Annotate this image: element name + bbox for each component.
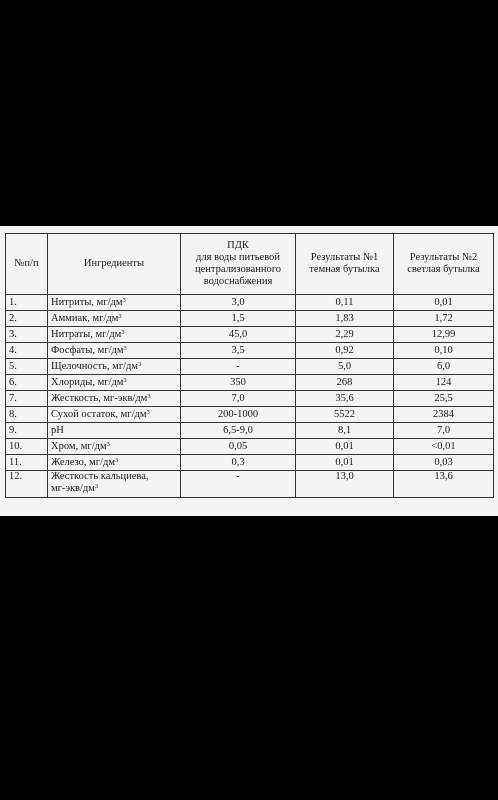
unit-superscript: 3 <box>121 328 125 336</box>
row-number: 7. <box>6 391 48 407</box>
row-result1: 5522 <box>296 407 394 423</box>
row-number: 3. <box>6 327 48 343</box>
row-pdk: 3,0 <box>181 295 296 311</box>
row-number: 5. <box>6 359 48 375</box>
row-pdk: - <box>181 359 296 375</box>
row-number: 6. <box>6 375 48 391</box>
header-num: №п/п <box>6 234 48 295</box>
water-quality-table <box>5 233 494 498</box>
unit-superscript: 3 <box>122 296 126 304</box>
row-result1: 2,29 <box>296 327 394 343</box>
header-pdk-line: водоснабжения <box>203 276 273 287</box>
row-pdk: 350 <box>181 375 296 391</box>
header-result2-line: Результаты №2 <box>409 252 478 263</box>
header-result1-line: темная бутылка <box>309 264 380 275</box>
ingredient-line: Жесткость кальциева, <box>51 471 149 482</box>
row-ingredient <box>48 439 181 455</box>
ingredient-name: Железо, мг/дм <box>51 456 116 468</box>
header-pdk <box>181 234 296 295</box>
table-header-row <box>6 234 494 295</box>
row-result2: 124 <box>394 375 494 391</box>
ingredient-name: Нитраты, мг/дм <box>51 328 122 340</box>
unit-superscript: 3 <box>115 456 119 464</box>
row-result2: 6,0 <box>394 359 494 375</box>
unit-superscript: 3 <box>123 344 127 352</box>
ingredient-name: Сухой остаток, мг/дм <box>51 408 147 420</box>
row-result2: 0,10 <box>394 343 494 359</box>
header-pdk-line: централизованного <box>194 264 282 275</box>
row-number: 11. <box>6 455 48 471</box>
table-row <box>6 423 494 439</box>
table-row <box>6 391 494 407</box>
row-result1: 13,0 <box>296 471 394 498</box>
row-result2: 13,6 <box>394 471 494 498</box>
table-row <box>6 343 494 359</box>
row-ingredient <box>48 391 181 407</box>
row-result1: 268 <box>296 375 394 391</box>
row-ingredient <box>48 327 181 343</box>
ingredient-name: Аммиак, мг/дм <box>51 312 119 324</box>
row-pdk: 3,5 <box>181 343 296 359</box>
row-pdk: 0,05 <box>181 439 296 455</box>
document-sheet <box>0 226 498 516</box>
row-result2: 7,0 <box>394 423 494 439</box>
table-row <box>6 407 494 423</box>
unit-superscript: 3 <box>147 392 151 400</box>
ingredient-line <box>51 483 177 495</box>
row-ingredient <box>48 375 181 391</box>
row-ingredient <box>48 471 181 498</box>
row-pdk: 45,0 <box>181 327 296 343</box>
row-result2: 25,5 <box>394 391 494 407</box>
row-number: 1. <box>6 295 48 311</box>
row-result1: 1,83 <box>296 311 394 327</box>
row-result2: 1,72 <box>394 311 494 327</box>
header-result2 <box>394 234 494 295</box>
row-result1: 0,01 <box>296 439 394 455</box>
row-ingredient <box>48 359 181 375</box>
table-row <box>6 327 494 343</box>
row-result2: 2384 <box>394 407 494 423</box>
row-ingredient <box>48 311 181 327</box>
table-row <box>6 311 494 327</box>
ingredient-name: Хром, мг/дм <box>51 440 107 452</box>
ingredient-name: pH <box>51 424 64 436</box>
row-number: 12. <box>6 471 48 498</box>
row-ingredient <box>48 423 181 439</box>
header-pdk-line: для воды питьевой <box>196 252 280 263</box>
row-pdk: 7,0 <box>181 391 296 407</box>
header-ingredient: Ингредиенты <box>48 234 181 295</box>
unit-superscript: 3 <box>106 440 110 448</box>
row-number: 10. <box>6 439 48 455</box>
table-row <box>6 471 494 498</box>
header-result1 <box>296 234 394 295</box>
row-number: 9. <box>6 423 48 439</box>
header-result2-line: светлая бутылка <box>407 264 480 275</box>
header-pdk-line: ПДК <box>227 240 249 251</box>
row-number: 4. <box>6 343 48 359</box>
unit-superscript: 3 <box>123 376 127 384</box>
table-row <box>6 439 494 455</box>
table-row <box>6 295 494 311</box>
ingredient-name: Хлориды, мг/дм <box>51 376 124 388</box>
unit-superscript: 3 <box>118 312 122 320</box>
row-result2: <0,01 <box>394 439 494 455</box>
row-result1: 35,6 <box>296 391 394 407</box>
row-ingredient <box>48 343 181 359</box>
row-ingredient <box>48 295 181 311</box>
table-row <box>6 375 494 391</box>
ingredient-name: Нитриты, мг/дм <box>51 296 123 308</box>
table-row <box>6 359 494 375</box>
ingredient-unit: мг-экв/дм <box>51 483 95 494</box>
ingredient-name: Фосфаты, мг/дм <box>51 344 124 356</box>
row-number: 2. <box>6 311 48 327</box>
row-ingredient <box>48 455 181 471</box>
row-result1: 8,1 <box>296 423 394 439</box>
header-result1-line: Результаты №1 <box>310 252 379 263</box>
row-pdk: 6,5-9,0 <box>181 423 296 439</box>
row-result1: 0,92 <box>296 343 394 359</box>
row-result1: 5,0 <box>296 359 394 375</box>
row-pdk: 200-1000 <box>181 407 296 423</box>
ingredient-name: Жесткость, мг-экв/дм <box>51 392 148 404</box>
ingredient-name: Щелочность, мг/дм <box>51 360 139 372</box>
row-result1: 0,01 <box>296 455 394 471</box>
row-ingredient <box>48 407 181 423</box>
unit-superscript: 3 <box>94 483 99 490</box>
row-pdk: 1,5 <box>181 311 296 327</box>
row-pdk: 0,3 <box>181 455 296 471</box>
unit-superscript: 3 <box>146 408 150 416</box>
row-result2: 0,01 <box>394 295 494 311</box>
row-result2: 12,99 <box>394 327 494 343</box>
row-result2: 0,03 <box>394 455 494 471</box>
row-result1: 0,11 <box>296 295 394 311</box>
unit-superscript: 3 <box>138 360 142 368</box>
table-row <box>6 455 494 471</box>
row-pdk: - <box>181 471 296 498</box>
row-number: 8. <box>6 407 48 423</box>
